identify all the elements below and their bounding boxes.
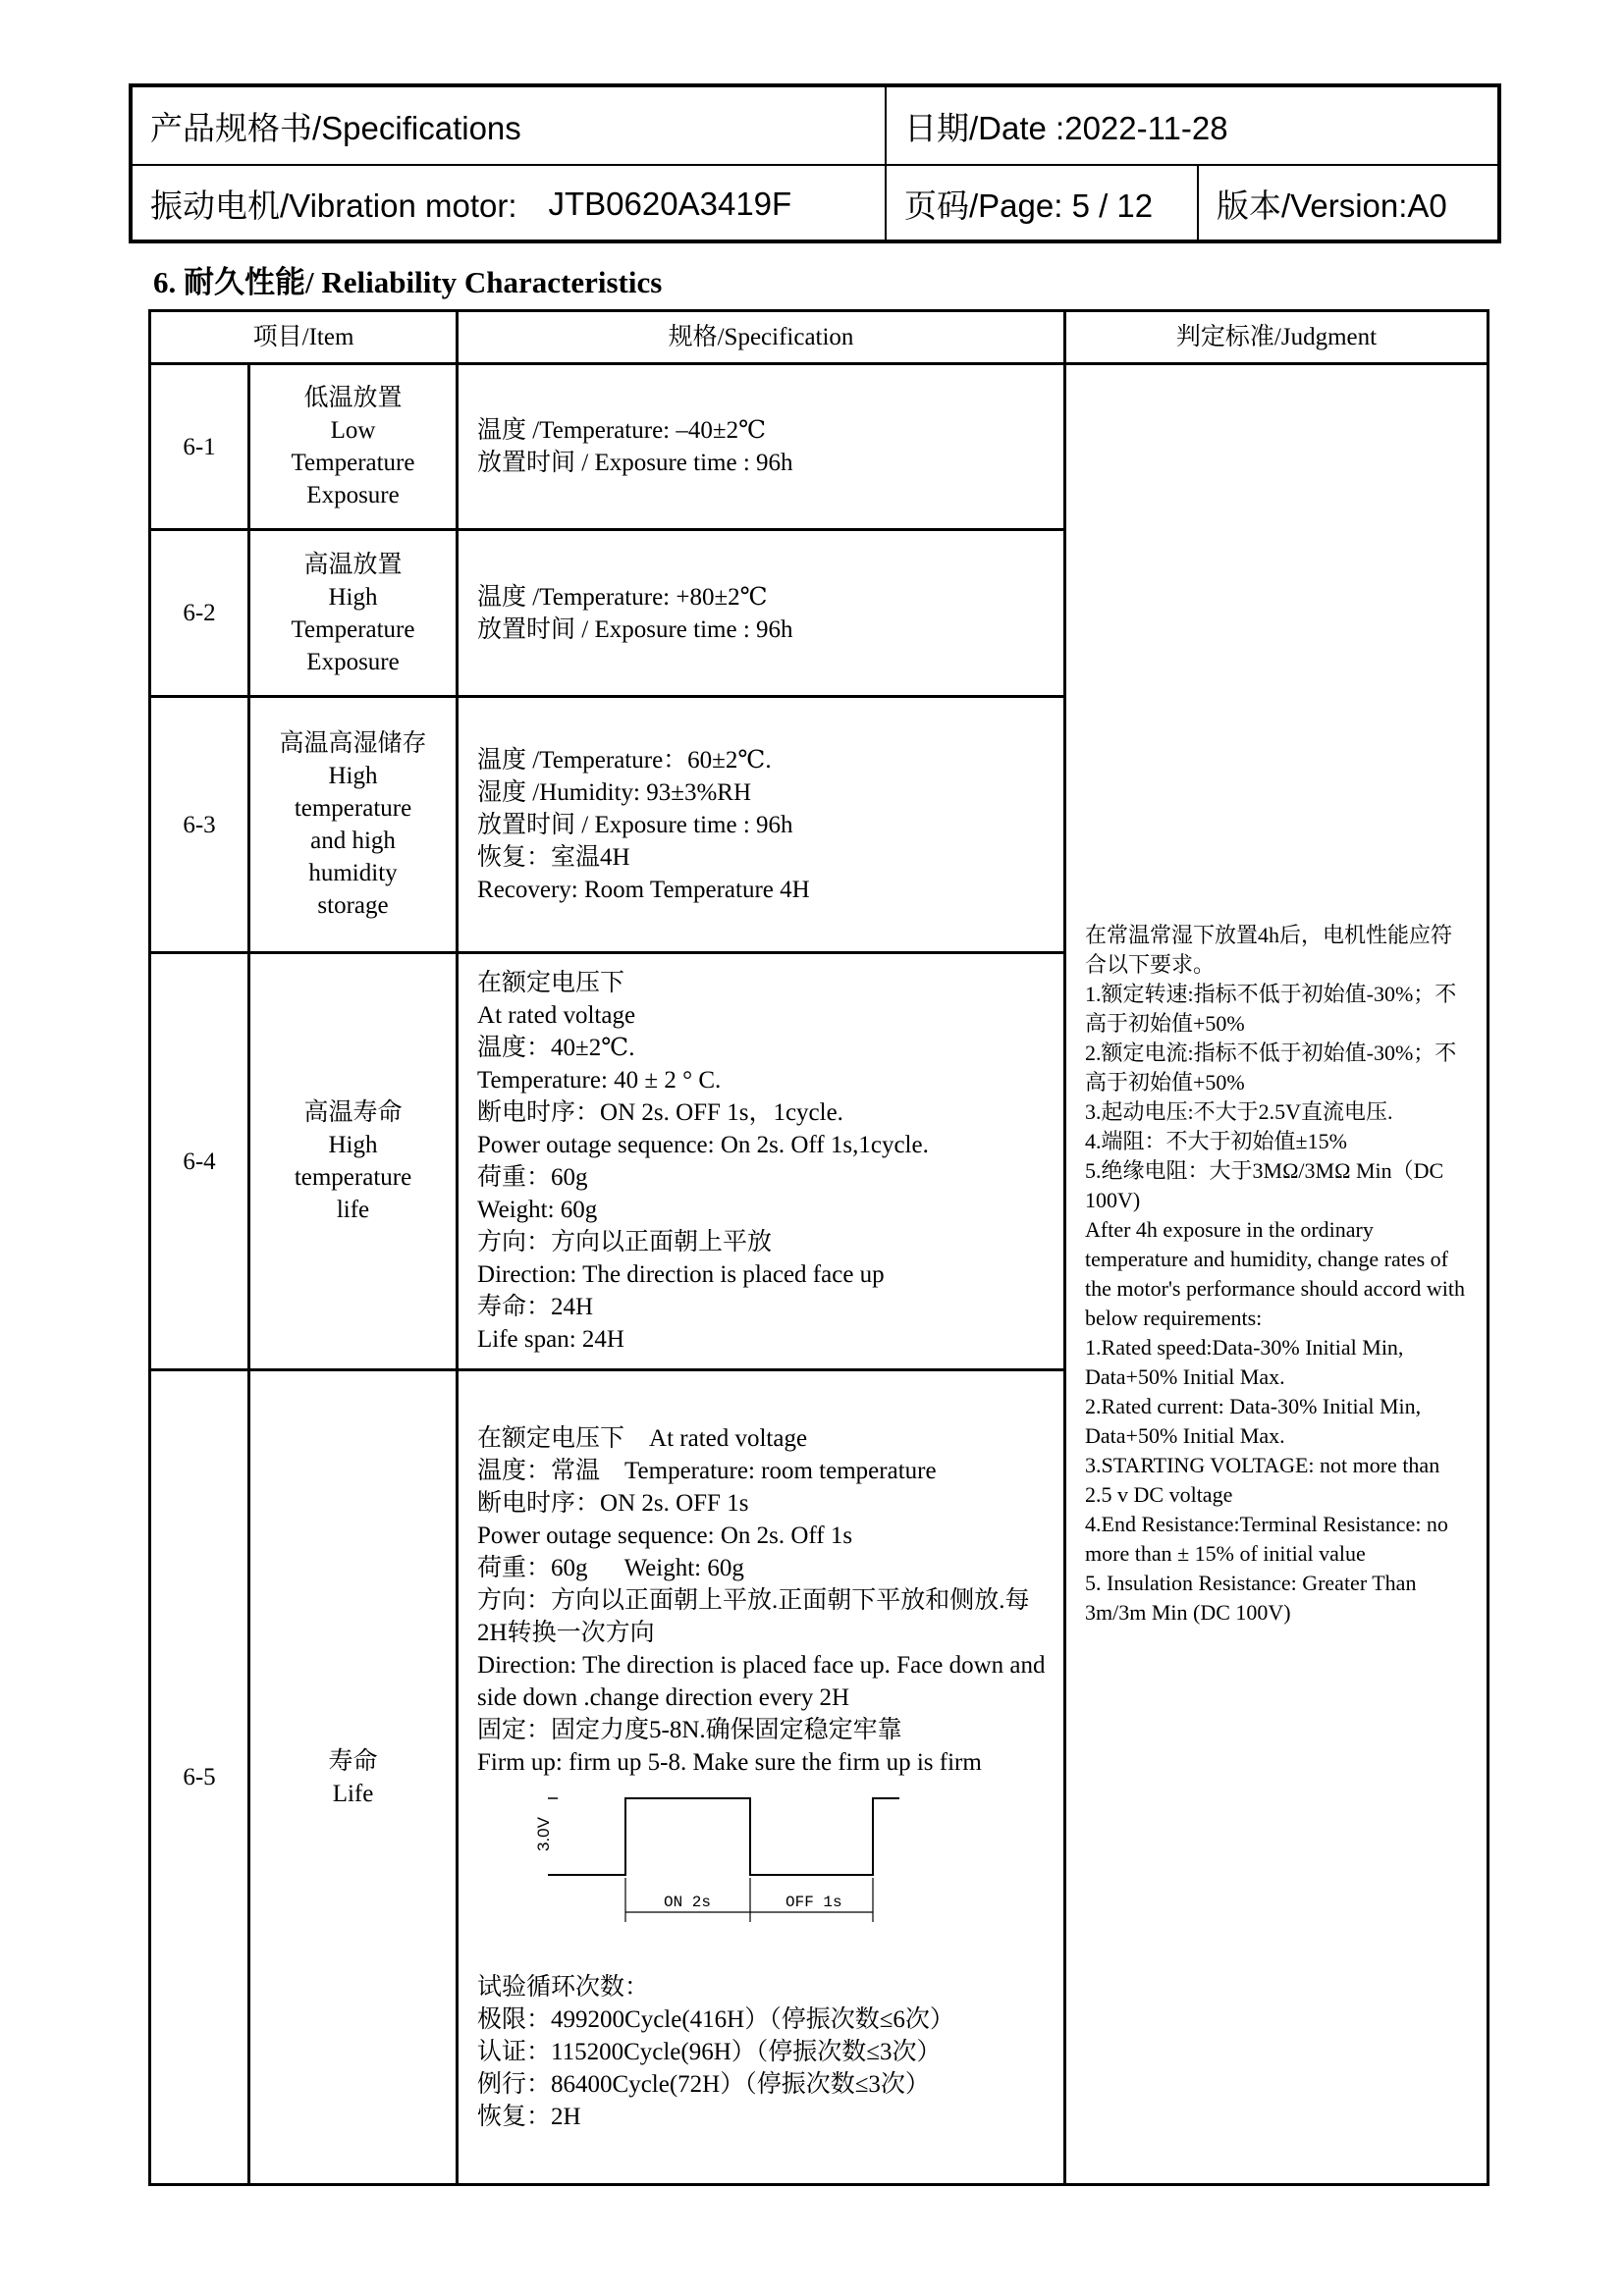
header-judgment: 判定标准/Judgment [1065,311,1489,364]
item-line: Life [332,1780,374,1807]
row-number: 6-4 [150,953,249,1370]
spec-line: 湿度 /Humidity: 93±3%RH [477,778,752,806]
spec-line: 试验循环次数： [477,1973,650,2001]
spec-line: 放置时间 / Exposure time : 96h [477,615,793,643]
row-number: 6-2 [150,530,249,697]
spec-header [129,83,1501,243]
item-line: 低温放置 [303,385,403,411]
product-label: 振动电机/Vibration motor: [150,187,517,224]
spec-line: 固定：固定力度5-8N.确保固定稳定牢靠 [477,1716,902,1743]
off-duration-label: OFF 1s [785,1893,842,1911]
item-line: 高温高湿储存 [279,730,427,757]
judgment-line: 4.端阻：不大于初始值±15% [1085,1129,1347,1153]
spec-line: Weight: 60g [477,1197,598,1223]
judgment-line: 1.额定转速:指标不低于初始值-30%；不高于初始值+50% [1085,982,1457,1036]
spec-line: 寿命：24H [477,1294,594,1320]
judgment-line: 4.End Resistance:Terminal Resistance: no more than ± 15% of initial value [1085,1512,1448,1566]
on-off-waveform-diagram [487,1785,899,1932]
judgment-line: 在常温常湿下放置4h后，电机性能应符合以下要求。 [1085,923,1453,977]
page-number: 页码/Page: 5 / 12 [904,187,1154,224]
product-name [133,166,885,241]
item-line: storage [317,892,389,919]
item-line: High [328,583,378,611]
spec-line: Life span: 24H [477,1326,624,1353]
table-row [150,364,1489,530]
spec-line: 放置时间 / Exposure time : 96h [477,450,793,476]
spec-line: 例行：86400Cycle(72H）（停振次数≤3次） [477,2070,930,2098]
judgment-line: 3.STARTING VOLTAGE: not more than 2.5 v DC voltage [1085,1453,1440,1507]
item-line: Exposure [306,482,400,508]
spec-line: 荷重：60g [477,1164,588,1191]
spec-line: 温度：常温 Temperature: room temperature [477,1457,937,1484]
item-line: humidity [308,860,398,886]
spec-line: 恢复：2H [477,2103,581,2130]
reliability-table [148,309,1489,2186]
spec-line: Power outage sequence: On 2s. Off 1s [477,1522,853,1549]
item-line: High [328,1132,378,1158]
table-header-row [150,311,1489,364]
spec-line: 温度 /Temperature: +80±2℃ [477,583,768,611]
item-line: life [336,1197,370,1223]
spec-line: 在额定电压下 At rated voltage [477,1424,808,1452]
spec-line: 温度 /Temperature: –40±2℃ [477,417,767,444]
doc-type: 产品规格书/Specifications [150,109,521,146]
row-number: 6-5 [150,1370,249,2185]
item-line: Temperature [291,450,415,476]
spec-line: Recovery: Room Temperature 4H [477,876,810,903]
spec-line: Firm up: firm up 5-8. Make sure the firm up is firm [477,1748,982,1776]
spec-line: At rated voltage [477,1002,636,1029]
voltage-label: 3.0V [534,1816,554,1851]
judgment-line: Data+50% Initial Max. [1085,1423,1285,1448]
item-line: High [328,763,378,789]
item-line: and high [310,828,396,854]
judgment-line: 1.Rated speed:Data-30% Initial Min, [1085,1335,1404,1360]
judgment-line: 2.Rated current: Data-30% Initial Min, [1085,1394,1422,1418]
spec-cell [458,530,1065,697]
section-title: 6. 耐久性能/ Reliability Characteristics [153,265,663,299]
item-line: temperature [294,1164,412,1191]
judgment-line: After 4h exposure in the ordinary temperature and humidity, change rates of the motor's performance should accord with below requirements: [1085,1217,1466,1330]
item-name [249,530,458,697]
judgment-line: Data+50% Initial Max. [1085,1364,1285,1389]
spec-cell [458,697,1065,953]
spec-cell [458,1370,1065,2185]
judgment-line: 5.绝缘电阻：大于3MΩ/3MΩ Min（DC 100V) [1085,1158,1444,1212]
item-line: 寿命 [328,1747,378,1775]
spec-line: Direction: The direction is placed face up [477,1261,885,1288]
doc-version: 版本/Version:A0 [1217,187,1447,224]
item-line: 高温寿命 [303,1099,403,1126]
doc-date: 日期/Date :2022-11-28 [904,109,1228,146]
spec-line: Direction: The direction is placed face up. Face down and side down .change direction every 2H [477,1651,1046,1711]
spec-line: 认证：115200Cycle(96H）（停振次数≤3次） [477,2038,942,2065]
waveform-signal [548,1798,899,1875]
item-line: Temperature [291,615,415,643]
row-number: 6-3 [150,697,249,953]
item-name [249,1370,458,2185]
spec-line: Temperature: 40 ± 2 ° C. [477,1067,722,1094]
item-line: Low [330,417,376,444]
spec-line: 方向：方向以正面朝上平放 [477,1229,773,1255]
spec-line: 荷重：60g Weight: 60g [477,1554,744,1581]
item-name [249,364,458,530]
spec-line: 方向：方向以正面朝上平放.正面朝下平放和侧放.每2H转换一次方向 [477,1586,1030,1646]
judgment-line: 5. Insulation Resistance: Greater Than 3m/3m Min (DC 100V) [1085,1571,1417,1625]
item-line: Exposure [306,648,400,675]
item-name [249,953,458,1370]
spec-line: Power outage sequence: On 2s. Off 1s,1cycle. [477,1132,929,1158]
judgment-line: 3.起动电压:不大于2.5V直流电压. [1085,1099,1393,1124]
spec-line: 温度：40±2℃. [477,1035,635,1061]
spec-cell [458,364,1065,530]
header-specification: 规格/Specification [458,311,1065,364]
spec-line: 极限：499200Cycle(416H）（停振次数≤6次） [477,2005,954,2033]
judgment-line: 2.额定电流:指标不低于初始值-30%；不高于初始值+50% [1085,1041,1457,1095]
header-item: 项目/Item [150,311,458,364]
spec-line: 放置时间 / Exposure time : 96h [477,811,793,838]
row-number: 6-1 [150,364,249,530]
item-line: temperature [294,795,412,822]
on-duration-label: ON 2s [664,1893,712,1911]
judgment-cell [1065,364,1489,2185]
spec-line: 断电时序：ON 2s. OFF 1s [477,1489,749,1517]
item-line: 高温放置 [303,551,403,578]
spec-line: 恢复：室温4H [477,843,630,871]
spec-line: 在额定电压下 [477,970,625,996]
spec-line: 断电时序：ON 2s. OFF 1s，1cycle. [477,1099,843,1126]
model-number: JTB0620A3419F [548,185,792,222]
spec-line: 温度 /Temperature：60±2℃. [477,746,772,774]
item-name [249,697,458,953]
spec-cell [458,953,1065,1370]
